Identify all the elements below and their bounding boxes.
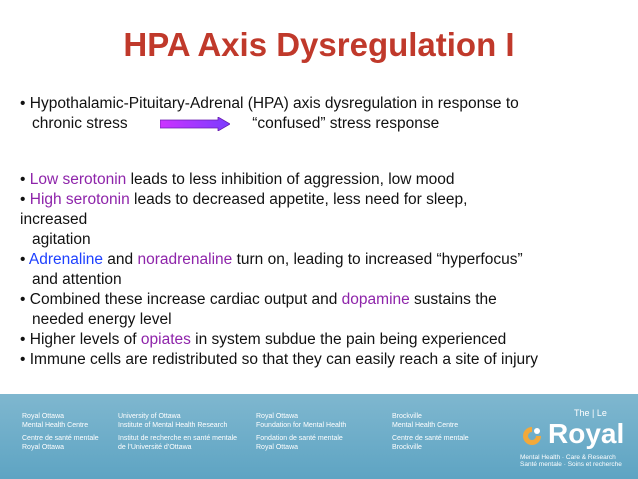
org-name: Royal Ottawa: [256, 413, 299, 420]
org-name-fr: Brockville: [392, 444, 422, 451]
intro-line1: Hypothalamic-Pituitary-Adrenal (HPA) axis dysregulation in response to: [29, 95, 519, 112]
bullet-dot: •: [20, 331, 26, 348]
intro-bullet: [20, 94, 620, 114]
logo-name: Royal: [548, 418, 625, 449]
slide-title: HPA Axis Dysregulation I: [123, 26, 515, 63]
org-name-fr: de l’Université d’Ottawa: [118, 444, 192, 451]
org-name: Brockville: [392, 413, 422, 420]
bullet-text: in system subdue the pain being experienced: [190, 331, 507, 348]
footer-org-2: [118, 412, 243, 452]
term-low-serotonin: Low serotonin: [29, 171, 127, 188]
bullet-text-cont: agitation: [32, 231, 91, 248]
footer-org-1: [22, 412, 122, 452]
intro-effect: “confused” stress response: [252, 115, 440, 132]
org-name-fr: Royal Ottawa: [22, 444, 65, 451]
bullet-text: Immune cells are redistributed so that they can easily reach a site of injury: [29, 351, 539, 368]
logo-tagline-fr: Santé mentale · Soins et recherche: [520, 461, 622, 468]
right-arrow-icon: [160, 117, 230, 131]
bullet-dot: •: [20, 191, 26, 208]
bullet-low-serotonin: [20, 170, 620, 190]
bullet-text: Combined these increase cardiac output and: [29, 291, 342, 308]
term-noradrenaline: noradrenaline: [137, 251, 233, 268]
org-name: Mental Health Centre: [22, 422, 89, 429]
bullet-dot: •: [20, 95, 26, 112]
term-high-serotonin: High serotonin: [29, 191, 130, 208]
bullet-dopamine: [20, 290, 620, 310]
royal-emblem-icon: [520, 424, 544, 448]
org-name: Institute of Mental Health Research: [118, 422, 228, 429]
term-dopamine: dopamine: [341, 291, 410, 308]
bullet-text: leads to less inhibition of aggression, low mood: [126, 171, 455, 188]
org-name: Mental Health Centre: [392, 422, 459, 429]
bullet-dot: •: [20, 291, 26, 308]
bullet-dot: •: [20, 251, 26, 268]
bullet-text: sustains the: [409, 291, 497, 308]
org-name-fr: Centre de santé mentale: [392, 435, 469, 442]
bullet-dot: •: [20, 351, 26, 368]
bullet-text: turn on, leading to increased “hyperfocus”: [232, 251, 523, 268]
bullet-high-serotonin: [20, 190, 620, 210]
org-name-fr: Centre de santé mentale: [22, 435, 99, 442]
spacer: [20, 134, 620, 170]
slide-body: [20, 94, 620, 370]
bullet-text: leads to decreased appetite, less need for sleep,: [129, 191, 468, 208]
term-adrenaline: Adrenaline: [28, 251, 103, 268]
org-name-fr: Institut de recherche en santé mentale: [118, 435, 238, 442]
bullet-text-cont: increased: [20, 211, 88, 228]
term-opiates: opiates: [140, 331, 191, 348]
org-name: University of Ottawa: [118, 413, 181, 420]
logo-tagline-en: Mental Health · Care & Research: [520, 454, 616, 461]
intro-line2: [20, 114, 620, 134]
org-name: Foundation for Mental Health: [256, 422, 347, 429]
intro-cause: chronic stress: [32, 115, 128, 132]
bullet-immune: [20, 350, 620, 370]
org-name-fr: Fondation de santé mentale: [256, 435, 343, 442]
bullet-text: and: [103, 251, 138, 268]
org-name: Royal Ottawa: [22, 413, 65, 420]
bullet-text-cont: needed energy level: [32, 311, 172, 328]
org-name-fr: Royal Ottawa: [256, 444, 299, 451]
logo-the: The | Le: [574, 408, 607, 418]
bullet-text-cont: and attention: [32, 271, 122, 288]
footer-band: [0, 394, 638, 479]
logo-tagline: [520, 454, 630, 468]
bullet-adrenaline: [20, 250, 620, 270]
bullet-dot: •: [20, 171, 26, 188]
footer-org-4: [392, 412, 492, 452]
footer-org-3: [256, 412, 356, 452]
bullet-opiates: [20, 330, 620, 350]
bullet-text: Higher levels of: [29, 331, 141, 348]
